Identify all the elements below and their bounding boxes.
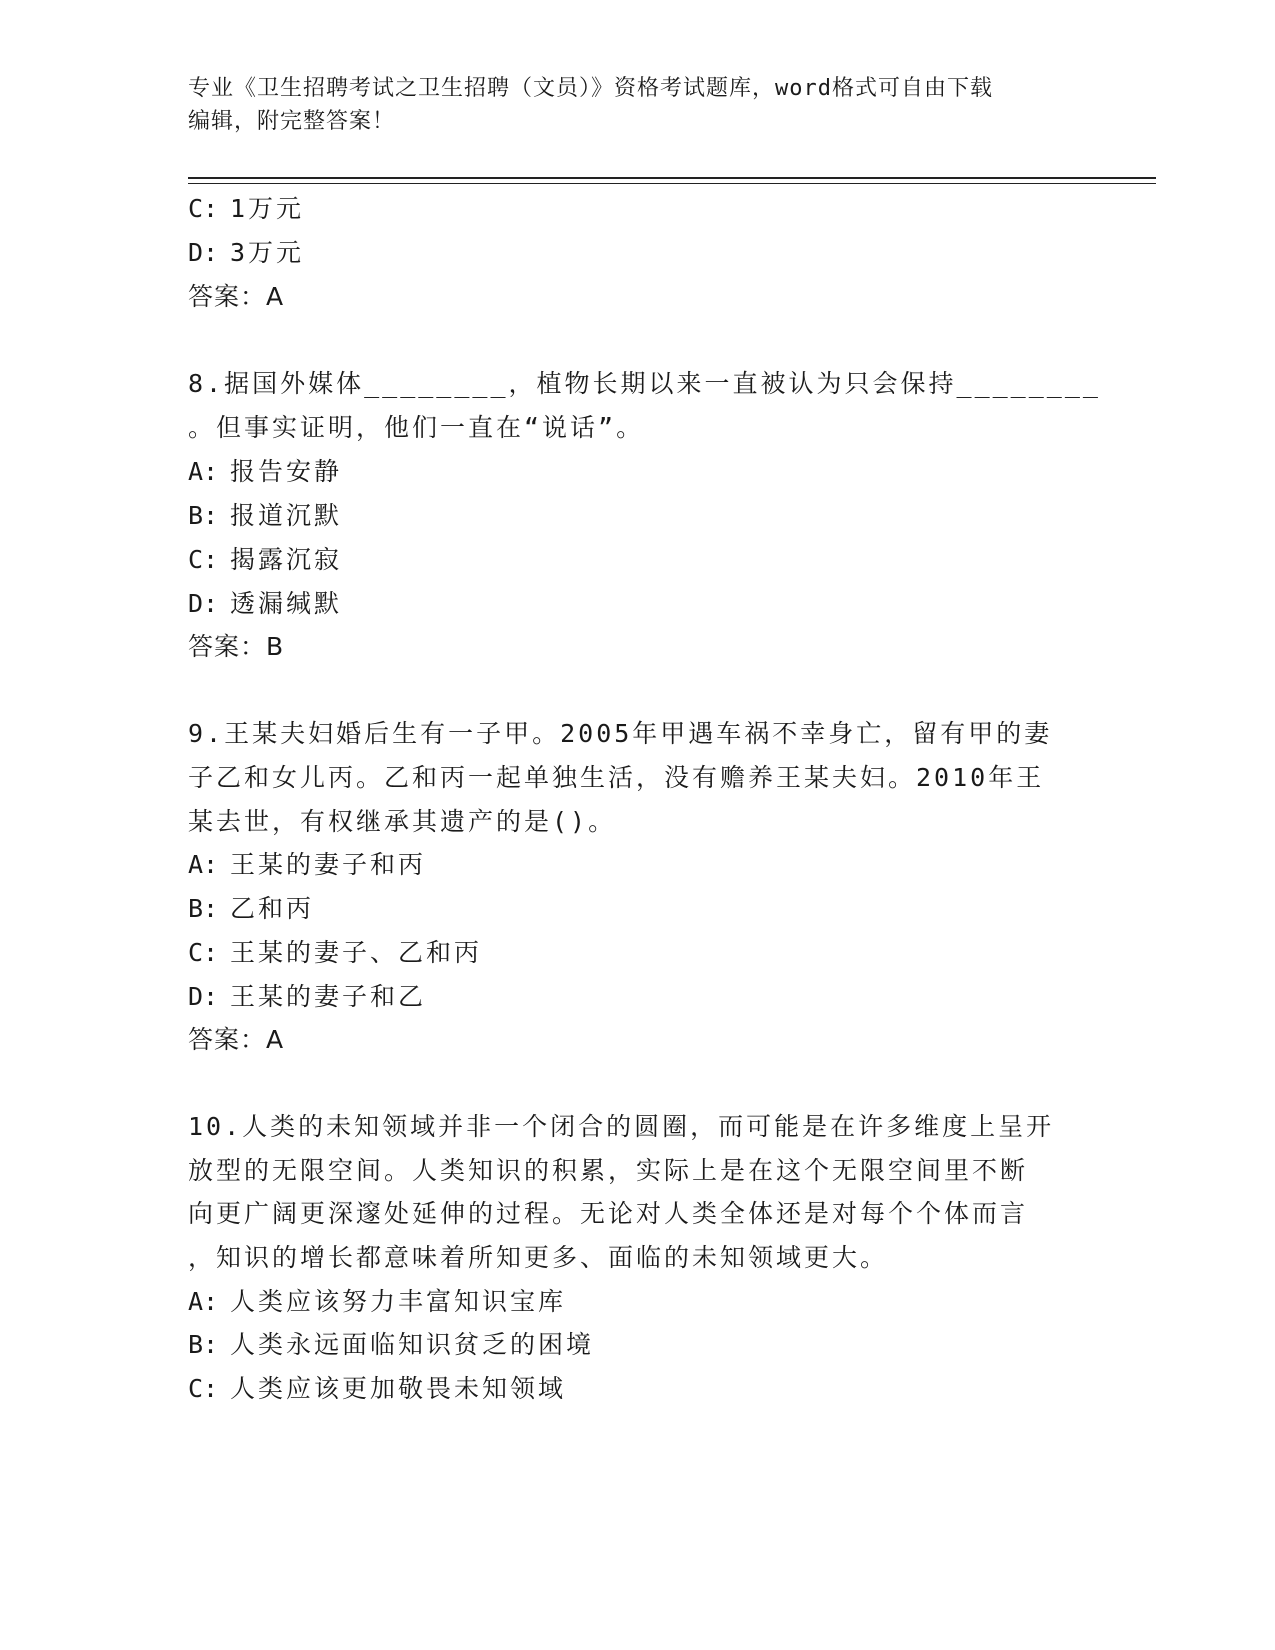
q10-stem-line-1: 10.人类的未知领域并非一个闭合的圆圈，而可能是在许多维度上呈开 bbox=[188, 1112, 1055, 1141]
q9-option-d bbox=[188, 975, 426, 1019]
q9-stem-line-2: 子乙和女儿丙。乙和丙一起单独生活，没有赡养王某夫妇。2010年王 bbox=[188, 763, 1045, 792]
option-label: C: bbox=[188, 1374, 219, 1403]
q10-option-b bbox=[188, 1323, 594, 1367]
q10-option-a bbox=[188, 1280, 566, 1324]
q10-stem-line-3: 向更广阔更深邃处延伸的过程。无论对人类全体还是对每个个体而言 bbox=[188, 1199, 1029, 1228]
q7-answer: 答案：A bbox=[188, 282, 285, 311]
option-text: 报告安静 bbox=[230, 457, 343, 486]
q8-stem-line-1: 8.据国外媒体________，植物长期以来一直被认为只会保持________ bbox=[188, 369, 1101, 398]
q10-stem-line-4: ，知识的增长都意味着所知更多、面临的未知领域更大。 bbox=[188, 1243, 889, 1272]
option-label: A: bbox=[188, 1287, 219, 1316]
option-text: 王某的妻子和丙 bbox=[230, 850, 427, 879]
option-text: 人类应该更加敬畏未知领域 bbox=[230, 1374, 567, 1403]
q10-stem-line-2: 放型的无限空间。人类知识的积累，实际上是在这个无限空间里不断 bbox=[188, 1156, 1029, 1185]
option-text: 人类永远面临知识贫乏的困境 bbox=[230, 1330, 595, 1359]
option-label: B: bbox=[188, 501, 219, 530]
q8-option-b bbox=[188, 494, 342, 538]
option-text: 透漏缄默 bbox=[230, 589, 343, 618]
q9-stem-line-3: 某去世，有权继承其遗产的是()。 bbox=[188, 807, 617, 836]
option-label: B: bbox=[188, 894, 219, 923]
q8-option-c bbox=[188, 538, 342, 582]
option-text: 乙和丙 bbox=[230, 894, 315, 923]
option-text: 1万元 bbox=[230, 194, 305, 223]
q9-option-a bbox=[188, 843, 426, 887]
option-text: 人类应该努力丰富知识宝库 bbox=[230, 1287, 567, 1316]
option-text: 揭露沉寂 bbox=[230, 545, 343, 574]
q9-stem-line-1: 9.王某夫妇婚后生有一子甲。2005年甲遇车祸不幸身亡，留有甲的妻 bbox=[188, 719, 1053, 748]
option-label: D: bbox=[188, 982, 219, 1011]
option-label: A: bbox=[188, 457, 219, 486]
option-label: D: bbox=[188, 238, 219, 267]
option-label: C: bbox=[188, 938, 219, 967]
header-line-1: 专业《卫生招聘考试之卫生招聘（文员）》资格考试题库，word格式可自由下载 bbox=[188, 76, 993, 101]
q9-option-c bbox=[188, 931, 482, 975]
q8-stem-line-2: 。但事实证明，他们一直在“说话”。 bbox=[188, 413, 645, 442]
option-label: D: bbox=[188, 589, 219, 618]
option-label: A: bbox=[188, 850, 219, 879]
page-header bbox=[188, 72, 1068, 138]
option-label: C: bbox=[188, 194, 219, 223]
option-text: 王某的妻子、乙和丙 bbox=[230, 938, 483, 967]
header-divider-thick bbox=[188, 177, 1156, 179]
header-line-2: 编辑，附完整答案！ bbox=[188, 109, 396, 134]
option-label: C: bbox=[188, 545, 219, 574]
q8-option-d bbox=[188, 582, 342, 626]
option-text: 王某的妻子和乙 bbox=[230, 982, 427, 1011]
option-text: 3万元 bbox=[230, 238, 305, 267]
q8-option-a bbox=[188, 450, 342, 494]
q8-answer: 答案：B bbox=[188, 632, 285, 661]
header-divider-thin bbox=[188, 183, 1156, 184]
q7-option-d bbox=[188, 231, 304, 275]
q9-option-b bbox=[188, 887, 314, 931]
option-text: 报道沉默 bbox=[230, 501, 343, 530]
q9-answer: 答案：A bbox=[188, 1025, 285, 1054]
q10-option-c bbox=[188, 1367, 566, 1411]
q7-option-c bbox=[188, 187, 304, 231]
option-label: B: bbox=[188, 1330, 219, 1359]
